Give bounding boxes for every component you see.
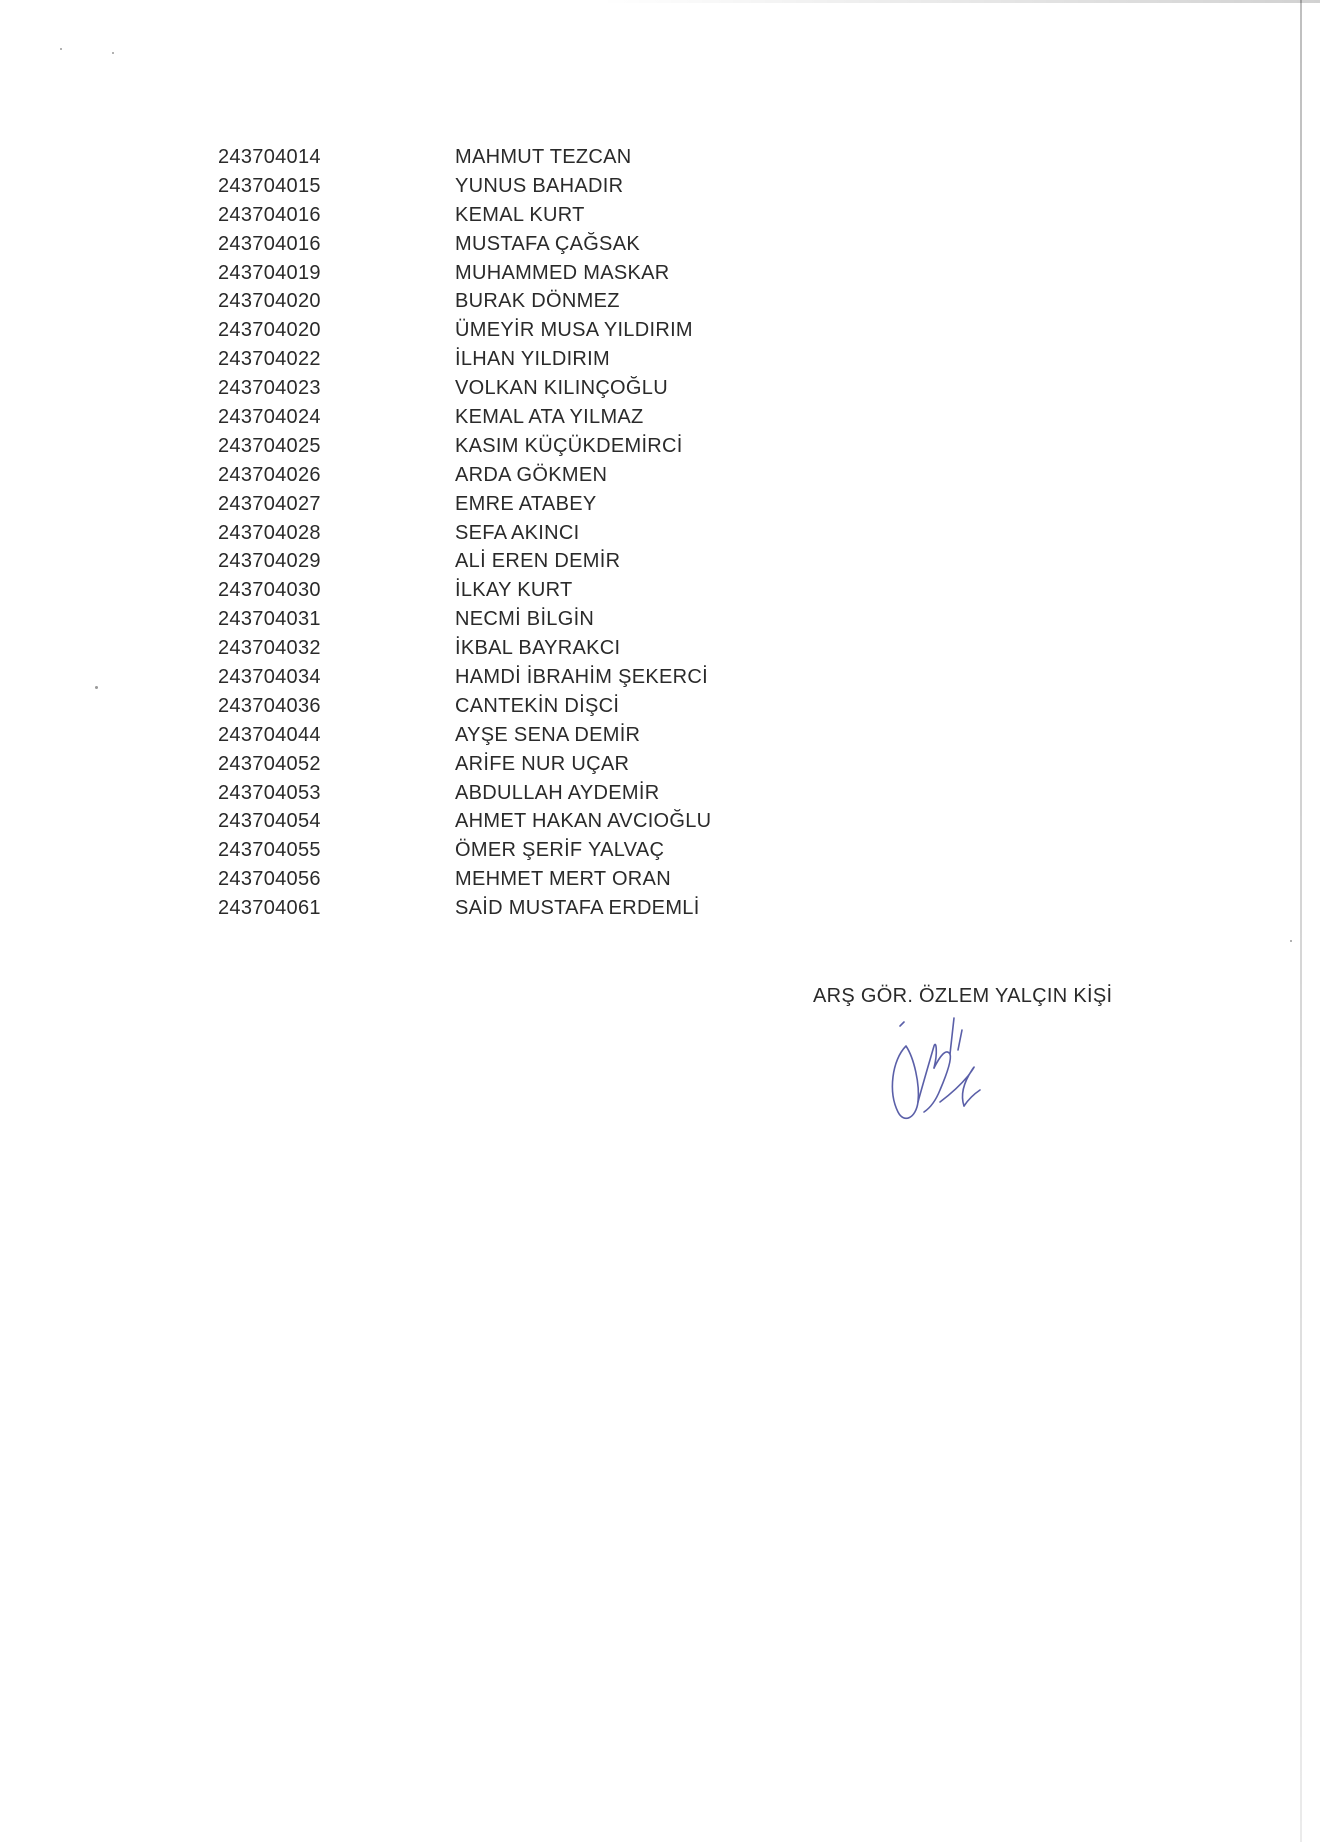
student-row xyxy=(218,750,818,779)
student-name: YUNUS BAHADIR xyxy=(455,174,624,197)
scan-speck xyxy=(60,48,62,50)
student-row xyxy=(218,403,818,432)
student-row xyxy=(218,490,818,519)
student-name: İLHAN YILDIRIM xyxy=(455,348,610,371)
student-number: 243704023 xyxy=(218,377,321,400)
student-name: ÖMER ŞERİF YALVAÇ xyxy=(455,839,665,862)
student-row xyxy=(218,519,818,548)
student-number: 243704044 xyxy=(218,723,321,746)
student-row xyxy=(218,836,818,865)
student-number: 243704024 xyxy=(218,406,321,429)
student-row xyxy=(218,374,818,403)
student-number: 243704030 xyxy=(218,579,321,602)
student-row xyxy=(218,605,818,634)
student-number: 243704055 xyxy=(218,839,321,862)
student-name: MEHMET MERT ORAN xyxy=(455,868,671,891)
student-name: AYŞE SENA DEMİR xyxy=(455,723,641,746)
student-row xyxy=(218,345,818,374)
page-edge-shadow-top xyxy=(600,0,1320,3)
student-name: ARİFE NUR UÇAR xyxy=(455,752,630,775)
student-name: EMRE ATABEY xyxy=(455,492,597,515)
student-row xyxy=(218,172,818,201)
student-name: SEFA AKINCI xyxy=(455,521,580,544)
student-number: 243704025 xyxy=(218,434,321,457)
student-row xyxy=(218,201,818,230)
student-number: 243704061 xyxy=(218,897,321,920)
student-number: 243704034 xyxy=(218,666,321,689)
student-row xyxy=(218,230,818,259)
student-number: 243704028 xyxy=(218,521,321,544)
student-row xyxy=(218,432,818,461)
student-row xyxy=(218,779,818,808)
student-name: ÜMEYİR MUSA YILDIRIM xyxy=(455,319,693,342)
student-number: 243704052 xyxy=(218,752,321,775)
student-name: BURAK DÖNMEZ xyxy=(455,290,620,313)
scan-speck xyxy=(95,686,98,689)
student-name: VOLKAN KILINÇOĞLU xyxy=(455,377,668,400)
student-number: 243704031 xyxy=(218,608,321,631)
student-row xyxy=(218,576,818,605)
student-number: 243704027 xyxy=(218,492,321,515)
student-name: MAHMUT TEZCAN xyxy=(455,146,632,168)
student-row xyxy=(218,143,818,172)
student-name: KEMAL ATA YILMAZ xyxy=(455,406,644,429)
scan-speck xyxy=(112,52,114,54)
student-name: HAMDİ İBRAHİM ŞEKERCİ xyxy=(455,666,708,689)
student-row xyxy=(218,316,818,345)
student-number: 243704020 xyxy=(218,290,321,313)
student-number: 243704026 xyxy=(218,463,321,486)
student-row xyxy=(218,634,818,663)
scan-speck xyxy=(1290,940,1292,942)
student-name: SAİD MUSTAFA ERDEMLİ xyxy=(455,897,700,920)
student-name: ALİ EREN DEMİR xyxy=(455,550,621,573)
page-edge-shadow-right xyxy=(1300,0,1302,1842)
student-row xyxy=(218,287,818,316)
student-name: İKBAL BAYRAKCI xyxy=(455,637,621,660)
student-row xyxy=(218,894,818,923)
student-name: KASIM KÜÇÜKDEMİRCİ xyxy=(455,434,683,457)
student-row xyxy=(218,547,818,576)
student-row xyxy=(218,461,818,490)
student-number: 243704016 xyxy=(218,203,321,226)
student-name: ARDA GÖKMEN xyxy=(455,463,608,486)
student-name: ABDULLAH AYDEMİR xyxy=(455,781,660,804)
student-row xyxy=(218,259,818,288)
student-number: 243704036 xyxy=(218,694,321,717)
student-number: 243704014 xyxy=(218,146,321,168)
student-number: 243704016 xyxy=(218,232,321,255)
student-number: 243704054 xyxy=(218,810,321,833)
signature xyxy=(878,1010,988,1130)
student-name: MUSTAFA ÇAĞSAK xyxy=(455,232,640,255)
student-name: İLKAY KURT xyxy=(455,579,573,602)
student-name: NECMİ BİLGİN xyxy=(455,608,595,631)
student-number: 243704015 xyxy=(218,174,321,197)
student-number: 243704020 xyxy=(218,319,321,342)
student-number: 243704032 xyxy=(218,637,321,660)
student-row xyxy=(218,721,818,750)
student-row xyxy=(218,663,818,692)
student-number: 243704022 xyxy=(218,348,321,371)
student-number: 243704029 xyxy=(218,550,321,573)
signer-title: ARŞ GÖR. ÖZLEM YALÇIN KİŞİ xyxy=(813,985,1113,1007)
student-number: 243704019 xyxy=(218,261,321,284)
student-row xyxy=(218,865,818,894)
student-row xyxy=(218,807,818,836)
student-number: 243704053 xyxy=(218,781,321,804)
student-name: CANTEKİN DİŞCİ xyxy=(455,694,620,717)
student-name: AHMET HAKAN AVCIOĞLU xyxy=(455,810,712,833)
student-name: KEMAL KURT xyxy=(455,203,585,226)
student-number: 243704056 xyxy=(218,868,321,891)
student-list xyxy=(218,143,818,923)
student-row xyxy=(218,692,818,721)
student-name: MUHAMMED MASKAR xyxy=(455,261,670,284)
